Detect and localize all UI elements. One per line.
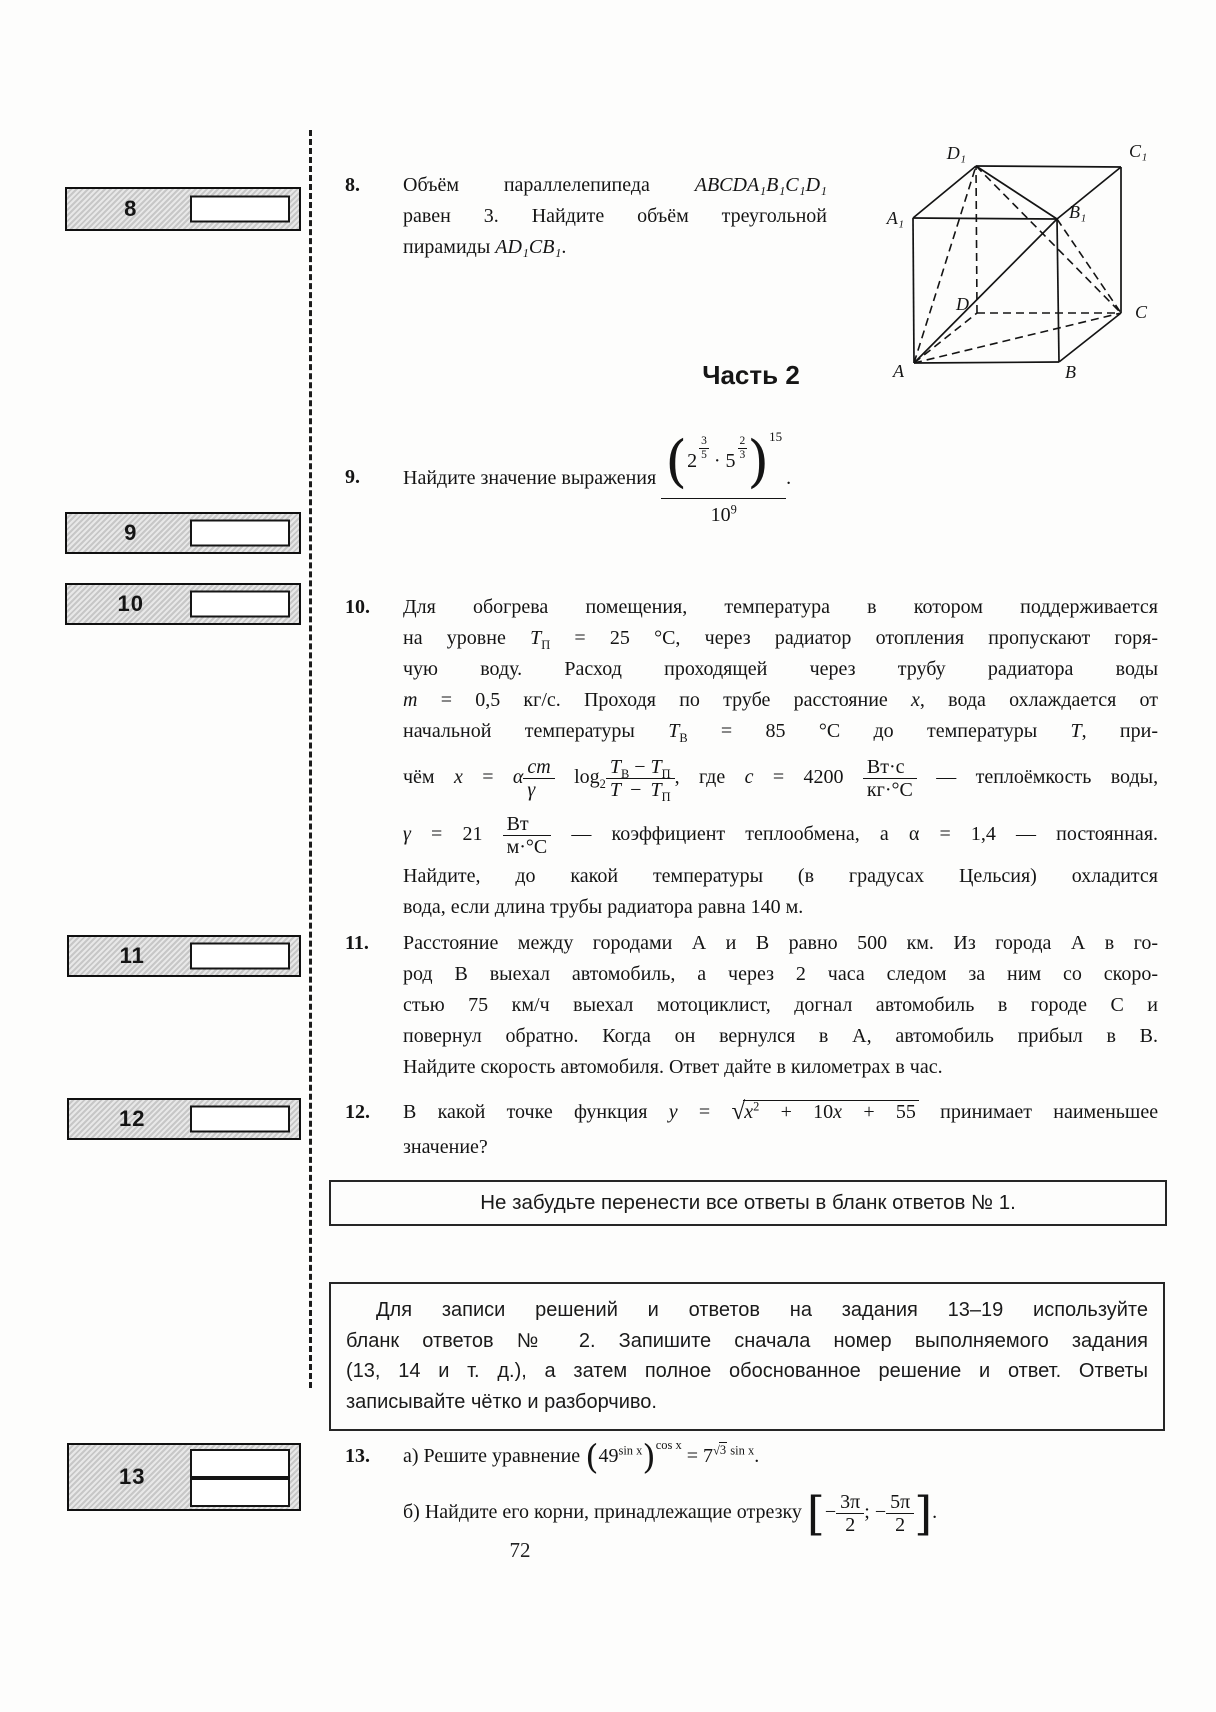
paren: ( bbox=[585, 1437, 599, 1478]
var: T bbox=[530, 627, 542, 649]
text-run: + 55 bbox=[863, 1101, 916, 1123]
vertex-label-C: C bbox=[1135, 302, 1148, 322]
answer-box-10 bbox=[65, 583, 301, 625]
text-line bbox=[403, 1132, 1158, 1163]
answer-box-number: 13 bbox=[119, 1464, 146, 1489]
text-run: , где bbox=[674, 766, 726, 788]
base: 49 bbox=[598, 1445, 619, 1467]
fraction-denominator bbox=[606, 778, 675, 804]
text-line bbox=[403, 1021, 1158, 1052]
text-run: чём bbox=[403, 766, 435, 788]
text-line bbox=[403, 928, 1158, 959]
formula-line bbox=[403, 747, 1158, 807]
var: c bbox=[744, 766, 754, 788]
var: T bbox=[650, 755, 662, 778]
base: 10 bbox=[710, 504, 731, 526]
fraction-denominator bbox=[661, 498, 786, 531]
square-root bbox=[731, 1098, 918, 1125]
var: T bbox=[1070, 720, 1082, 742]
radicand: 3 bbox=[719, 1443, 727, 1458]
math-fraction bbox=[863, 756, 917, 802]
text-run: значение? bbox=[403, 1136, 488, 1158]
subscript: В bbox=[679, 731, 688, 745]
multiplication-dot: · bbox=[713, 450, 721, 472]
page-number: 72 bbox=[509, 1538, 531, 1562]
text-line bbox=[346, 1387, 1148, 1418]
text-run: = 85 °С до температуры bbox=[720, 720, 1038, 742]
text-run: = 25 °С, через радиатор отопления пропускают горя- bbox=[574, 627, 1159, 649]
exponent: 2 bbox=[753, 1099, 760, 1114]
subscript: П bbox=[661, 789, 671, 804]
text-line bbox=[403, 861, 1158, 892]
problem-number: 13. bbox=[345, 1445, 370, 1467]
text-run: = 4200 bbox=[772, 766, 844, 788]
var: x bbox=[453, 766, 463, 788]
math-fraction bbox=[661, 428, 786, 531]
reminder-box bbox=[329, 1180, 1167, 1226]
answer-field bbox=[190, 196, 290, 223]
exponent: 9 bbox=[730, 502, 737, 517]
answer-box-number: 11 bbox=[119, 943, 145, 968]
var: T bbox=[650, 778, 662, 801]
paren: ) bbox=[747, 429, 770, 495]
text-run: — коэффициент теплообмена, а α = 1,4 — постоянная. bbox=[571, 823, 1159, 845]
answer-box-12 bbox=[67, 1098, 301, 1140]
radical-sign: √ bbox=[713, 1443, 719, 1458]
text-run: , при- bbox=[1081, 720, 1158, 742]
text-run: принимает наименьшее bbox=[940, 1101, 1159, 1123]
var: x bbox=[833, 1101, 843, 1123]
problem-number: 12. bbox=[345, 1101, 370, 1123]
text-line bbox=[403, 990, 1158, 1021]
problem-13 bbox=[345, 1432, 1160, 1542]
fraction-numerator: Вт bbox=[506, 812, 529, 835]
parallelepiped-diagram bbox=[818, 126, 1170, 378]
bracket: [ bbox=[806, 1486, 825, 1541]
bracket: ] bbox=[914, 1486, 933, 1541]
base: 2 bbox=[687, 450, 698, 472]
equals: = bbox=[698, 1101, 711, 1123]
text-run: Для обогрева помещения, температура в котором поддерживается bbox=[403, 596, 1158, 618]
text-run: пирамиды bbox=[403, 236, 491, 258]
punct: . bbox=[786, 467, 792, 490]
math-fraction bbox=[836, 1491, 864, 1537]
math-run bbox=[668, 720, 688, 745]
answer-box-number: 9 bbox=[124, 520, 138, 545]
problem-10 bbox=[345, 592, 1158, 923]
math-fraction bbox=[523, 756, 554, 802]
vertex-label-B: B bbox=[1065, 362, 1076, 378]
answer-field bbox=[190, 1106, 290, 1133]
answer-box-number: 10 bbox=[117, 591, 145, 616]
minus: − bbox=[874, 1501, 887, 1523]
text-run: чую воду. Расход проходящей через трубу радиатора воды bbox=[403, 658, 1158, 680]
formula-line bbox=[403, 1432, 1160, 1482]
dashed-separator bbox=[309, 130, 312, 1388]
answer-field-a bbox=[190, 1449, 290, 1478]
text-run: Для записи решений и ответов на задания 13–19 используйте bbox=[376, 1299, 1148, 1321]
var: T bbox=[609, 755, 621, 778]
text-line bbox=[403, 654, 1158, 685]
text-run: + 10 bbox=[780, 1101, 834, 1123]
dashed-edges bbox=[914, 166, 1121, 363]
var: T bbox=[609, 778, 621, 801]
fraction-numerator: cm bbox=[527, 755, 551, 778]
text-line bbox=[403, 170, 827, 201]
problem-11 bbox=[345, 928, 1158, 1083]
base: 5 bbox=[725, 450, 736, 472]
answer-box-number: 12 bbox=[119, 1106, 146, 1131]
solid-edges bbox=[913, 166, 1121, 363]
punct: . bbox=[754, 1445, 760, 1467]
fraction-denominator: кг·°С bbox=[863, 778, 917, 801]
text-line bbox=[346, 1326, 1148, 1357]
fraction-denominator: 2 bbox=[886, 1513, 914, 1536]
var: x bbox=[744, 1101, 754, 1123]
minus: − bbox=[824, 1501, 837, 1523]
problem-12 bbox=[345, 1092, 1158, 1163]
fraction-numerator: Вт·с bbox=[866, 755, 905, 778]
fraction-numerator: 3π bbox=[840, 1490, 861, 1513]
answer-box-8 bbox=[65, 187, 301, 231]
fraction-numerator bbox=[661, 428, 786, 498]
text-run: Расстояние между городами А и В равно 500 км. Из города А в го- bbox=[403, 932, 1158, 954]
text-run: Объём параллелепипеда bbox=[403, 174, 650, 196]
base: 7 bbox=[703, 1445, 714, 1467]
problem-number: 10. bbox=[345, 596, 370, 618]
text-line bbox=[403, 892, 1158, 923]
text-line bbox=[403, 428, 1160, 531]
outer-exponent: 15 bbox=[769, 429, 783, 444]
fraction-denominator: м·°С bbox=[503, 835, 552, 858]
punct: ; bbox=[864, 1501, 870, 1523]
text-run: — теплоёмкость воды, bbox=[936, 766, 1159, 788]
vertex-label-A1: A₁ bbox=[886, 208, 904, 228]
text-line bbox=[403, 685, 1158, 716]
problem-number: 8. bbox=[345, 174, 360, 196]
vertex-label-B1: B₁ bbox=[1069, 202, 1087, 222]
math-run bbox=[668, 1098, 919, 1125]
answer-box-number: 8 bbox=[124, 196, 138, 221]
text-run: sin x bbox=[730, 1443, 755, 1458]
vertex-label-A: A bbox=[893, 361, 904, 378]
text-line bbox=[346, 1295, 1148, 1326]
vertex-label-C1: C₁ bbox=[1129, 141, 1148, 161]
text-line bbox=[403, 201, 827, 232]
fraction-numerator: 5π bbox=[890, 1490, 911, 1513]
text-run: вода, если длина трубы радиатора равна 140 м. bbox=[403, 896, 804, 918]
math-fraction bbox=[503, 813, 552, 859]
text-run: = 0,5 кг/с. Проходя по трубе расстояние bbox=[440, 689, 888, 711]
exp-num: 2 bbox=[738, 436, 748, 450]
fraction-denominator: γ bbox=[523, 778, 554, 801]
math-run bbox=[585, 1437, 755, 1478]
text-line bbox=[403, 592, 1158, 623]
text-line bbox=[403, 232, 827, 263]
answer-field bbox=[190, 520, 290, 547]
fraction-denominator: 2 bbox=[836, 1513, 864, 1536]
equals: = bbox=[482, 766, 494, 788]
text-run: записывайте чётко и разборчиво. bbox=[346, 1390, 657, 1413]
radical-sign: √ bbox=[731, 1098, 744, 1125]
part-2-heading: Часть 2 bbox=[702, 360, 800, 390]
text-line bbox=[346, 1356, 1148, 1387]
problem-9 bbox=[345, 428, 1160, 531]
text-run: Найдите значение выражения bbox=[403, 467, 657, 490]
fraction-numerator bbox=[606, 755, 675, 781]
problem-8 bbox=[345, 170, 827, 263]
exponent-fraction bbox=[738, 436, 748, 462]
paren: ( bbox=[665, 429, 688, 495]
subscript: П bbox=[661, 766, 671, 781]
vertex-label-D1: D₁ bbox=[946, 143, 966, 163]
exp-num: 3 bbox=[699, 436, 709, 450]
math-fraction bbox=[606, 756, 675, 802]
text-run: род В выехал автомобиль, а через 2 часа следом за ним со скоро- bbox=[403, 963, 1158, 985]
answer-field bbox=[190, 943, 290, 970]
var: m bbox=[403, 689, 418, 711]
minus: − bbox=[630, 778, 642, 801]
formula-line bbox=[403, 1482, 1160, 1542]
answer-field bbox=[190, 591, 290, 618]
vertex-label-D: D bbox=[956, 294, 969, 314]
log-operator bbox=[574, 766, 606, 791]
exponent bbox=[713, 1442, 754, 1457]
math-run bbox=[530, 627, 551, 652]
answer-box-11 bbox=[67, 935, 301, 977]
text-line bbox=[403, 716, 1158, 747]
text-run: а) Решите уравнение bbox=[403, 1445, 581, 1467]
text-run: на уровне bbox=[403, 627, 506, 649]
text-line bbox=[403, 1092, 1158, 1132]
text-run: стью 75 км/ч выехал мотоциклист, догнал автомобиль в городе С и bbox=[403, 994, 1158, 1016]
paren: ) bbox=[642, 1437, 656, 1478]
var: T bbox=[668, 720, 680, 742]
text-line bbox=[403, 623, 1158, 654]
var: x bbox=[911, 689, 920, 711]
exponent-fraction bbox=[699, 436, 709, 462]
minus: − bbox=[634, 755, 646, 778]
answer-box-13 bbox=[67, 1443, 301, 1511]
formula-line bbox=[403, 807, 1158, 861]
equals: = bbox=[686, 1445, 699, 1467]
exp-den: 5 bbox=[701, 449, 707, 461]
exp-den: 3 bbox=[739, 449, 746, 461]
reminder-text: Не забудьте перенести все ответы в бланк ответов № 1. bbox=[480, 1191, 1016, 1214]
var: α bbox=[512, 766, 524, 788]
log: log bbox=[574, 766, 600, 788]
math-run: AD₁CB₁ bbox=[495, 236, 562, 258]
text-run: , вода охлаждается от bbox=[919, 689, 1159, 711]
radicand bbox=[743, 1100, 919, 1123]
text-run: начальной температуры bbox=[403, 720, 635, 742]
answer-field-b bbox=[190, 1478, 290, 1507]
var: γ bbox=[403, 823, 411, 845]
text-run: = 21 bbox=[431, 823, 483, 845]
answer-box-9 bbox=[65, 512, 301, 554]
text-run: бланк ответов № 2. Запишите сначала номер выполняемого задания bbox=[346, 1329, 1148, 1352]
subscript: В bbox=[620, 766, 630, 781]
exponent: sin x bbox=[618, 1443, 643, 1458]
log-base: 2 bbox=[599, 777, 606, 791]
problem-number: 11. bbox=[345, 932, 369, 954]
text-run: Найдите скорость автомобиля. Ответ дайте в километрах в час. bbox=[403, 1056, 943, 1078]
math-run bbox=[806, 1486, 933, 1541]
subscript: П bbox=[541, 638, 551, 652]
outer-exponent: cos x bbox=[655, 1438, 682, 1452]
punct: . bbox=[561, 236, 567, 258]
instructions-box bbox=[329, 1282, 1165, 1431]
punct: . bbox=[932, 1501, 938, 1523]
text-run: В какой точке функция bbox=[403, 1101, 648, 1123]
text-run: равен 3. Найдите объём треугольной bbox=[403, 205, 827, 227]
math-run: ABCDA₁B₁C₁D₁ bbox=[694, 174, 827, 196]
text-run: б) Найдите его корни, принадлежащие отрезку bbox=[403, 1501, 802, 1523]
text-line bbox=[403, 959, 1158, 990]
math-fraction bbox=[886, 1491, 914, 1537]
text-line bbox=[403, 1052, 1158, 1083]
text-run: (13, 14 и т. д.), а затем полное обоснованное решение и ответ. Ответы bbox=[346, 1360, 1148, 1382]
var: y bbox=[668, 1101, 678, 1123]
problem-number: 9. bbox=[345, 466, 360, 488]
text-run: повернул обратно. Когда он вернулся в А, автомобиль прибыл в В. bbox=[403, 1025, 1158, 1047]
text-run: Найдите, до какой температуры (в градусах Цельсия) охладится bbox=[403, 865, 1158, 887]
